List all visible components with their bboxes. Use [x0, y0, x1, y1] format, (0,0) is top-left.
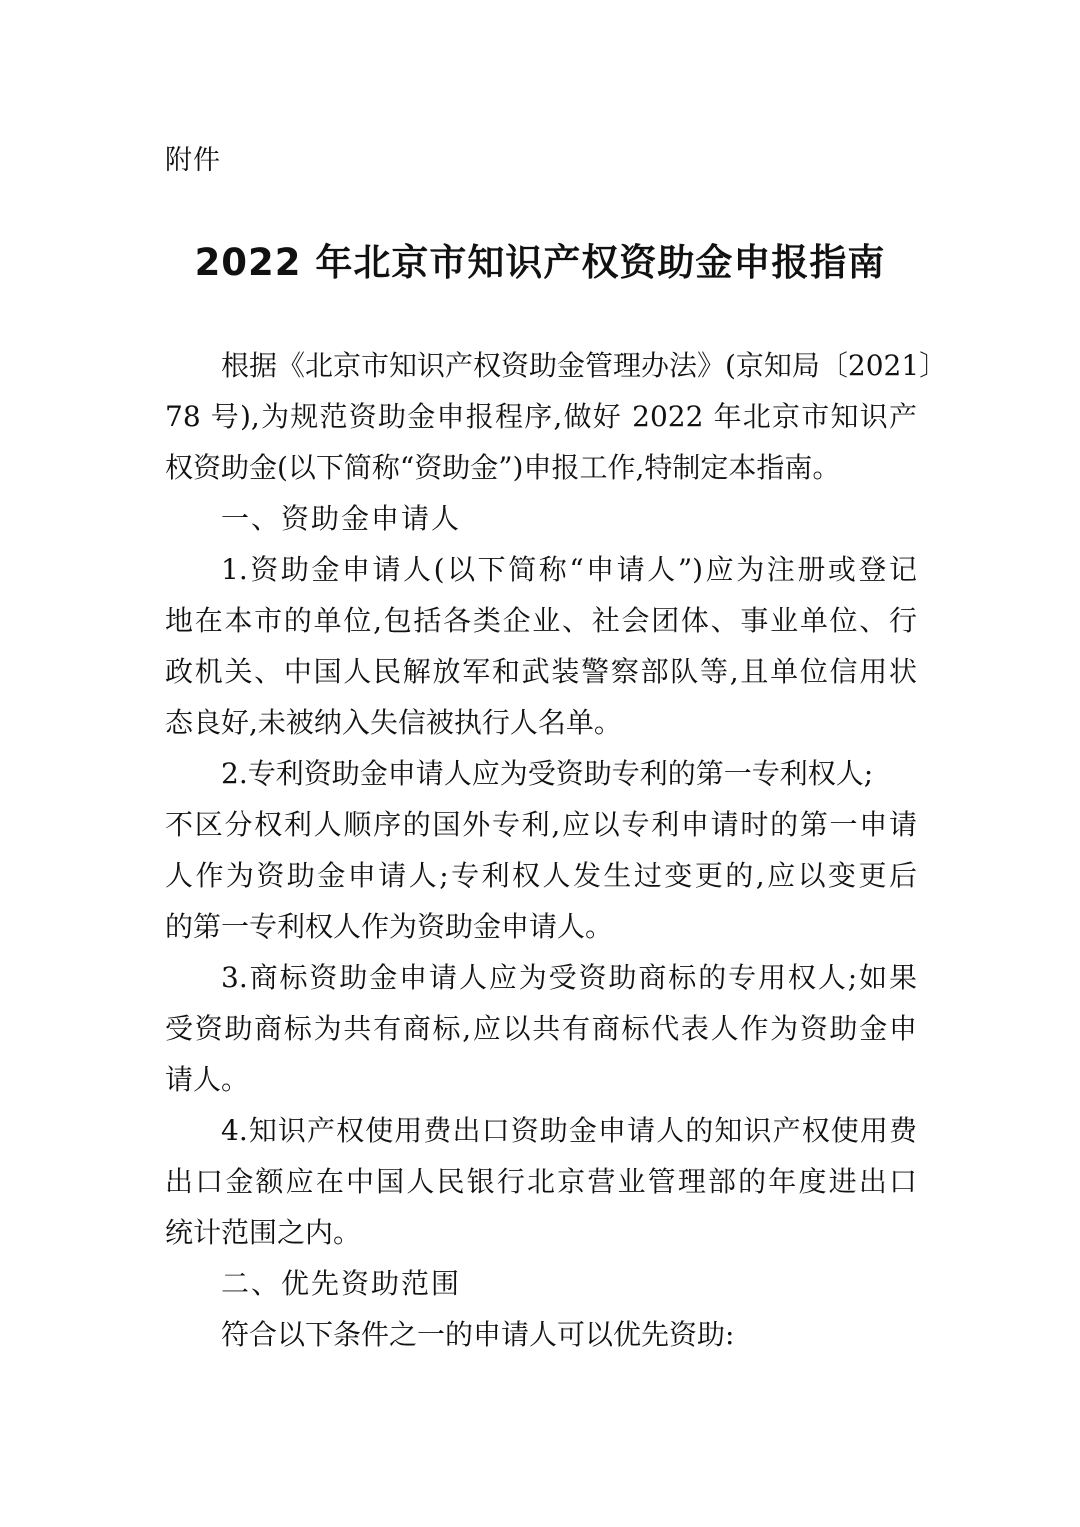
paragraph-line: 请人。 — [165, 1063, 250, 1096]
section-heading: 一、资助金申请人 — [221, 502, 462, 535]
paragraph-line: 受资助商标为共有商标,应以共有商标代表人作为资助金申 — [165, 1012, 917, 1045]
section-heading: 二、优先资助范围 — [221, 1267, 462, 1300]
paragraph-line: 政机关、中国人民解放军和武装警察部队等,且单位信用状 — [165, 655, 917, 688]
paragraph-line: 权资助金(以下简称“资助金”)申报工作,特制定本指南。 — [165, 451, 841, 484]
paragraph-line: 不区分权利人顺序的国外专利,应以专利申请时的第一申请 — [165, 808, 917, 841]
paragraph-line: 人作为资助金申请人;专利权人发生过变更的,应以变更后 — [165, 859, 917, 892]
paragraph-line: 78 号),为规范资助金申报程序,做好 2022 年北京市知识产 — [165, 400, 917, 433]
paragraph-line: 3.商标资助金申请人应为受资助商标的专用权人;如果 — [221, 961, 917, 994]
paragraph-line: 的第一专利权人作为资助金申请人。 — [165, 910, 614, 943]
paragraph-line: 符合以下条件之一的申请人可以优先资助: — [221, 1318, 735, 1351]
paragraph-line: 1.资助金申请人(以下简称“申请人”)应为注册或登记 — [221, 553, 917, 586]
paragraph-line: 4.知识产权使用费出口资助金申请人的知识产权使用费 — [221, 1114, 917, 1147]
paragraph-line: 2.专利资助金申请人应为受资助专利的第一专利权人; — [221, 757, 874, 790]
paragraph-line: 态良好,未被纳入失信被执行人名单。 — [165, 706, 622, 739]
paragraph-line: 出口金额应在中国人民银行北京营业管理部的年度进出口 — [165, 1165, 917, 1198]
paragraph-line: 地在本市的单位,包括各类企业、社会团体、事业单位、行 — [165, 604, 917, 637]
attachment-label: 附件 — [165, 145, 221, 176]
document-title: 2022 年北京市知识产权资助金申报指南 — [194, 241, 886, 284]
paragraph-line: 统计范围之内。 — [165, 1216, 362, 1249]
paragraph-line: 根据《北京市知识产权资助金管理办法》(京知局〔2021〕 — [221, 349, 948, 382]
